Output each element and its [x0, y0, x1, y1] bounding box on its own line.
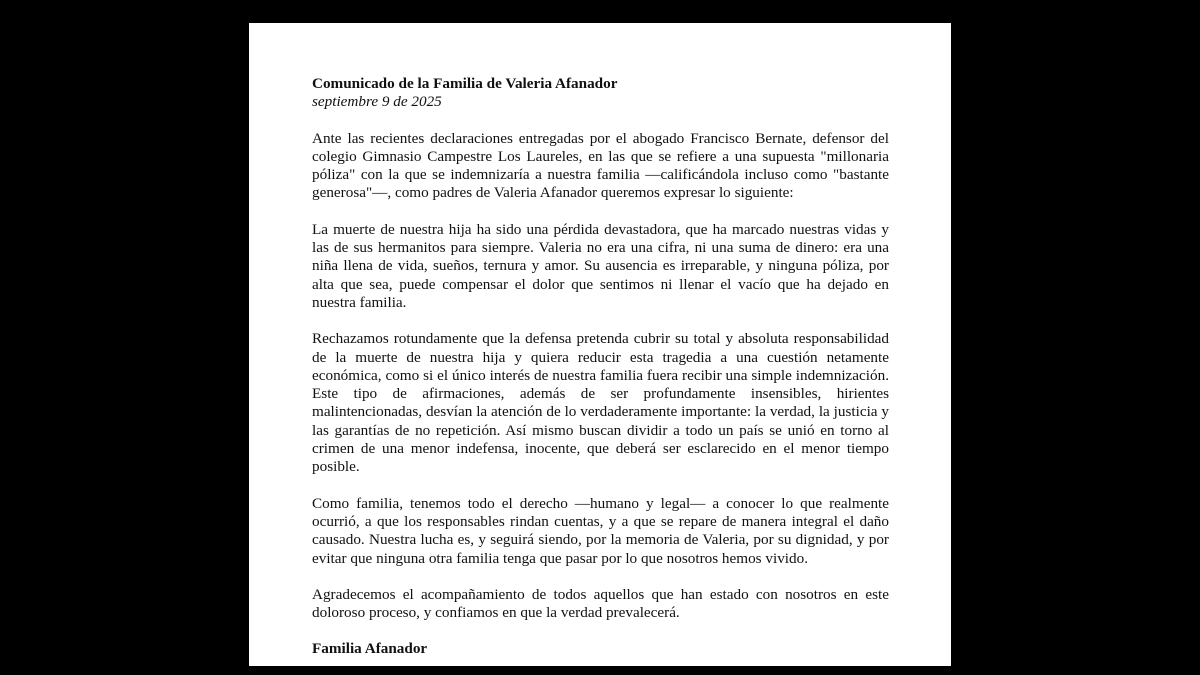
- document-page: [249, 23, 951, 666]
- document-date: septiembre 9 de 2025: [312, 93, 442, 111]
- document-title: Comunicado de la Familia de Valeria Afanador: [312, 75, 618, 92]
- signature: Familia Afanador: [312, 640, 428, 658]
- paragraph-3: Rechazamos rotundamente que la defensa pretenda cubrir su total y absoluta responsabilidad de la muerte de nuestra hija y quiera reducir esta tragedia a una cuestión netamente económica, como si el único interés de nuestra familia fuera recibir una simple indemnización. Este tipo de afirmaciones, además de ser profundamente insensibles, hirientes malintencionadas, desvían la atención de lo verdaderamente importante: la verdad, la justicia y las garantías de no repetición. Así mismo buscan dividir a todo un país se unió en torno al crimen de una menor indefensa, inocente, que deberá ser esclarecido en el menor tiempo posible.: [312, 330, 889, 476]
- paragraph-5: Agradecemos el acompañamiento de todos aquellos que han estado con nosotros en este doloroso proceso, y confiamos en que la verdad prevalecerá.: [312, 585, 889, 622]
- paragraph-4: Como familia, tenemos todo el derecho —humano y legal— a conocer lo que realmente ocurrió, a que los responsables rindan cuentas, y a que se repare de manera integral el daño causado. Nuestra lucha es, y seguirá siendo, por la memoria de Valeria, por su dignidad, y por evitar que ninguna otra familia tenga que pasar por lo que nosotros hemos vivido.: [312, 494, 889, 567]
- paragraph-2: La muerte de nuestra hija ha sido una pérdida devastadora, que ha marcado nuestras vidas y las de sus hermanitos para siempre. Valeria no era una cifra, ni una suma de dinero: era una niña llena de vida, sueños, ternura y amor. Su ausencia es irreparable, y ninguna póliza, por alta que sea, puede compensar el dolor que sentimos ni llenar el vacío que ha dejado en nuestra familia.: [312, 220, 889, 311]
- paragraph-1: Ante las recientes declaraciones entregadas por el abogado Francisco Bernate, defensor del colegio Gimnasio Campestre Los Laureles, en las que se refiere a una supuesta "millonaria póliza" con la que se indemnizaría a nuestra familia —calificándola incluso como "bastante generosa"—, como padres de Valeria Afanador queremos expresar lo siguiente:: [312, 129, 889, 202]
